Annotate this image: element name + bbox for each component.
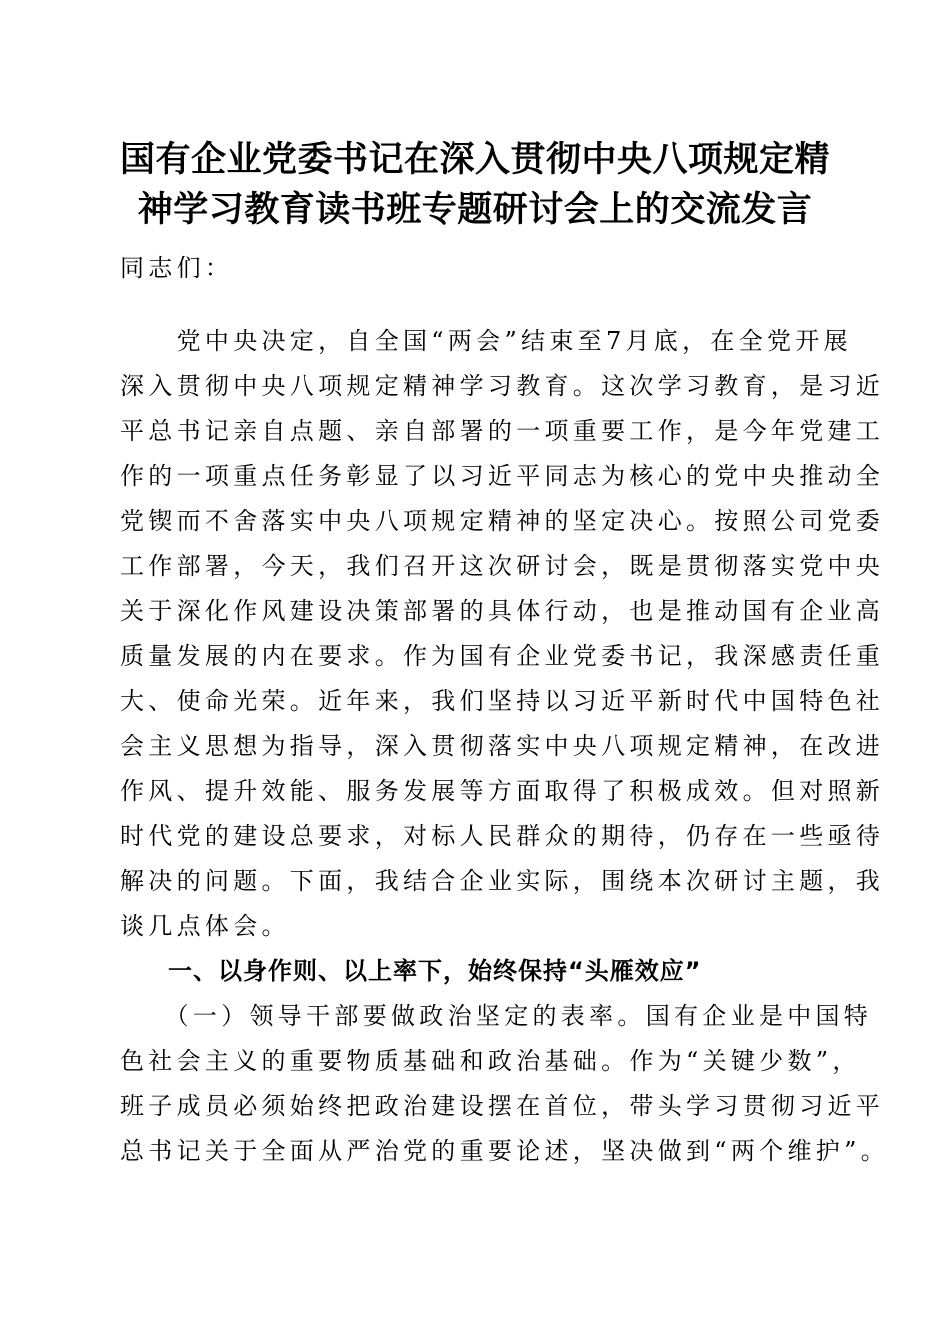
paragraph-2-line: 色社会主义的重要物质基础和政治基础。作为“关键少数”， bbox=[120, 1047, 861, 1075]
paragraph-1-line: 党锲而不舍落实中央八项规定精神的坚定决心。按照公司党委 bbox=[120, 507, 885, 535]
paragraph-1-line: 质量发展的内在要求。作为国有企业党委书记，我深感责任重 bbox=[120, 642, 885, 670]
section-1-heading: 一、以身作则、以上率下，始终保持“头雁效应” bbox=[168, 957, 702, 985]
paragraph-1-line: 解决的问题。下面，我结合企业实际，围绕本次研讨主题，我 bbox=[120, 867, 885, 895]
salutation: 同志们： bbox=[120, 254, 234, 282]
document-title-line-2: 神学习教育读书班专题研讨会上的交流发言 bbox=[137, 189, 813, 230]
paragraph-1-line: 作风、提升效能、服务发展等方面取得了积极成效。但对照新 bbox=[120, 777, 885, 805]
paragraph-1-line: 时代党的建设总要求，对标人民群众的期待，仍存在一些亟待 bbox=[120, 822, 885, 850]
paragraph-2-line: 总书记关于全面从严治党的重要论述，坚决做到“两个维护”。 bbox=[120, 1137, 889, 1165]
paragraph-1-line: 作的一项重点任务彰显了以习近平同志为核心的党中央推动全 bbox=[120, 462, 885, 490]
paragraph-1-line: 平总书记亲自点题、亲自部署的一项重要工作，是今年党建工 bbox=[120, 417, 885, 445]
paragraph-1-line: 谈几点体会。 bbox=[120, 912, 290, 940]
paragraph-1-line: 大、使命光荣。近年来，我们坚持以习近平新时代中国特色社 bbox=[120, 687, 885, 715]
paragraph-1-line: 关于深化作风建设决策部署的具体行动，也是推动国有企业高 bbox=[120, 597, 885, 625]
paragraph-1-line: 党中央决定，自全国“两会”结束至7月底，在全党开展 bbox=[120, 327, 852, 355]
paragraph-2-line: （一）领导干部要做政治坚定的表率。国有企业是中国特 bbox=[120, 1002, 873, 1030]
paragraph-1-line: 工作部署，今天，我们召开这次研讨会，既是贯彻落实党中央 bbox=[120, 552, 885, 580]
paragraph-1-line: 会主义思想为指导，深入贯彻落实中央八项规定精神，在改进 bbox=[120, 732, 885, 760]
paragraph-1-line: 深入贯彻中央八项规定精神学习教育。这次学习教育，是习近 bbox=[120, 372, 885, 400]
document-title-line-1: 国有企业党委书记在深入贯彻中央八项规定精 bbox=[119, 139, 830, 180]
paragraph-2-line: 班子成员必须始终把政治建设摆在首位，带头学习贯彻习近平 bbox=[120, 1092, 885, 1120]
